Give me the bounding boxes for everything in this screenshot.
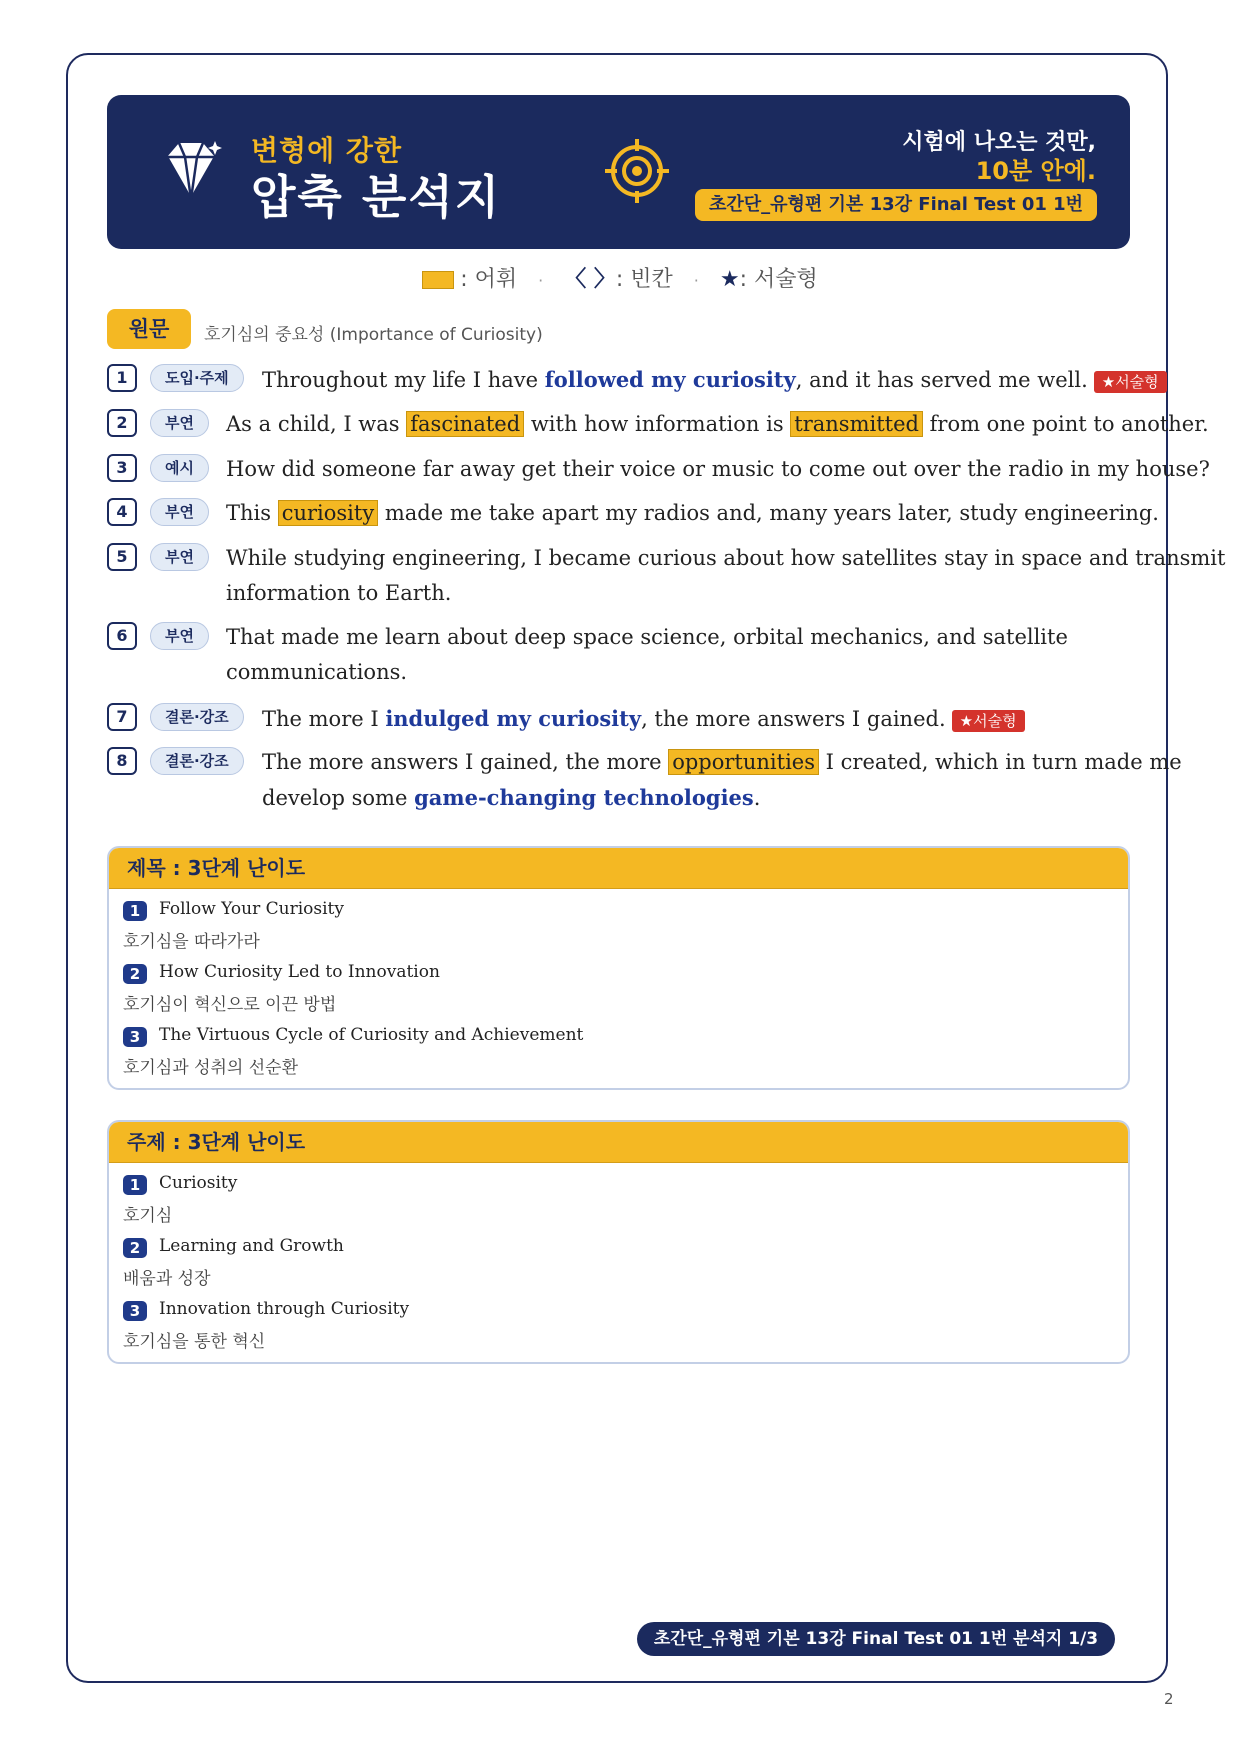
item-english: Curiosity: [159, 1173, 238, 1193]
item-english: How Curiosity Led to Innovation: [159, 962, 440, 982]
text-run: , and it has served me well.: [795, 368, 1088, 392]
essay-badge: ★서술형: [1094, 371, 1167, 393]
legend-blank: : 빈칸: [615, 267, 673, 292]
sentence-text: [226, 407, 1209, 442]
list-item: [109, 1289, 1128, 1352]
item-english: Learning and Growth: [159, 1236, 344, 1256]
item-number: 2: [123, 964, 147, 984]
item-number: 3: [123, 1301, 147, 1321]
header-title: 압축 분석지: [251, 170, 502, 224]
list-item: [109, 1015, 1128, 1078]
original-title: 호기심의 중요성 (Importance of Curiosity): [204, 325, 543, 345]
sentence-text: [262, 745, 1182, 816]
text-run: made me take apart my radios and, many years later, study engineering.: [378, 501, 1159, 525]
original-badge: 원문: [107, 309, 191, 349]
text-run: I created, which in turn made me: [819, 750, 1182, 774]
list-item: [109, 952, 1128, 1015]
legend-vocab: : 어휘: [460, 267, 518, 292]
item-english: Innovation through Curiosity: [159, 1299, 410, 1319]
list-item: [109, 889, 1128, 952]
text-run: The more answers I gained, the more: [262, 750, 669, 774]
list-item: [109, 1163, 1128, 1226]
title-box-heading: 제목 : 3단계 난이도: [109, 848, 1128, 889]
text-run: , the more answers I gained.: [641, 707, 946, 731]
sentence-number: 1: [107, 364, 137, 392]
text-line: information to Earth.: [226, 581, 452, 605]
sentence-number: 3: [107, 454, 137, 482]
sentence-number: 5: [107, 543, 137, 571]
text-run: from one point to another.: [922, 412, 1209, 436]
essay-badge: ★서술형: [952, 710, 1025, 732]
legend-separator: ·: [693, 271, 699, 290]
sentence-text: [226, 452, 1210, 487]
item-korean: 호기심을 통한 혁신: [123, 1332, 266, 1352]
keyword: indulged my curiosity: [385, 706, 642, 731]
text-run: This: [226, 501, 278, 525]
sentence-text: [262, 701, 1025, 737]
item-number: 2: [123, 1238, 147, 1258]
text-run: As a child, I was: [226, 412, 407, 436]
header-subtitle: 변형에 강한: [251, 134, 402, 167]
text-run: The more I: [262, 707, 386, 731]
legend-blank-symbol: 〈 〉: [564, 267, 616, 292]
lesson-pill: 초간단_유형편 기본 13강 Final Test 01 1번: [695, 189, 1097, 221]
sentence-text: [262, 362, 1167, 398]
item-number: 1: [123, 901, 147, 921]
sentence-tag: 부연: [150, 543, 209, 571]
text-run: Throughout my life I have: [262, 368, 545, 392]
vocab-highlight: transmitted: [790, 411, 923, 437]
item-english: Follow Your Curiosity: [159, 899, 344, 919]
sentence-tag: 결론·강조: [150, 703, 244, 731]
legend-essay: : 서술형: [739, 267, 818, 292]
sentence-tag: 부연: [150, 622, 209, 650]
text-line: communications.: [226, 660, 408, 684]
sentence-text: [226, 496, 1159, 531]
text-line: While studying engineering, I became curious about how satellites stay in space and transmit: [226, 546, 1226, 570]
sentence-number: 7: [107, 703, 137, 731]
sentence-number: 8: [107, 747, 137, 775]
topic-box-heading: 주제 : 3단계 난이도: [109, 1122, 1128, 1163]
sentence-number: 4: [107, 498, 137, 526]
keyword: followed my curiosity: [544, 367, 796, 392]
sentence-tag: 부연: [150, 498, 209, 526]
keyword: game-changing technologies: [414, 785, 754, 810]
vocab-highlight: curiosity: [278, 500, 378, 526]
sentence-text: [226, 620, 1068, 690]
vocab-highlight: opportunities: [668, 749, 819, 775]
sentence-number: 2: [107, 409, 137, 437]
legend: [0, 262, 1240, 293]
sentence-tag: 부연: [150, 409, 209, 437]
slogan-line-2: 10분 안에.: [975, 157, 1096, 185]
legend-star-icon: ★: [719, 267, 740, 292]
topic-box: [107, 1120, 1130, 1364]
sentence-tag: 결론·강조: [150, 747, 244, 775]
vocab-swatch-icon: [422, 271, 454, 289]
sentence-tag: 예시: [150, 454, 209, 482]
target-icon: [603, 137, 671, 205]
vocab-highlight: fascinated: [406, 411, 524, 437]
item-number: 3: [123, 1027, 147, 1047]
item-korean: 호기심을 따라가라: [123, 932, 260, 952]
item-korean: 배움과 성장: [123, 1269, 211, 1289]
item-english: The Virtuous Cycle of Curiosity and Achievement: [159, 1025, 584, 1045]
sentence-tag: 도입·주제: [150, 364, 244, 392]
list-item: [109, 1226, 1128, 1289]
text-run: How did someone far away get their voice or music to come out over the radio in my house?: [226, 457, 1210, 481]
text-line: That made me learn about deep space science, orbital mechanics, and satellite: [226, 625, 1068, 649]
legend-separator: ·: [538, 271, 544, 290]
header-banner: [107, 95, 1130, 249]
slogan-line-1: 시험에 나오는 것만,: [902, 130, 1096, 155]
sentence-number: 6: [107, 622, 137, 650]
page-number: 2: [1164, 1690, 1174, 1708]
text-run: with how information is: [524, 412, 791, 436]
sentence-text: [226, 541, 1225, 611]
text-run: develop some: [262, 786, 415, 810]
text-run: .: [753, 786, 761, 810]
item-number: 1: [123, 1175, 147, 1195]
item-korean: 호기심이 혁신으로 이끈 방법: [123, 995, 337, 1015]
item-korean: 호기심: [123, 1206, 173, 1226]
diamond-icon: [159, 137, 225, 205]
title-box: [107, 846, 1130, 1090]
item-korean: 호기심과 성취의 선순환: [123, 1058, 299, 1078]
footer-pill: 초간단_유형편 기본 13강 Final Test 01 1번 분석지 1/3: [637, 1622, 1115, 1656]
